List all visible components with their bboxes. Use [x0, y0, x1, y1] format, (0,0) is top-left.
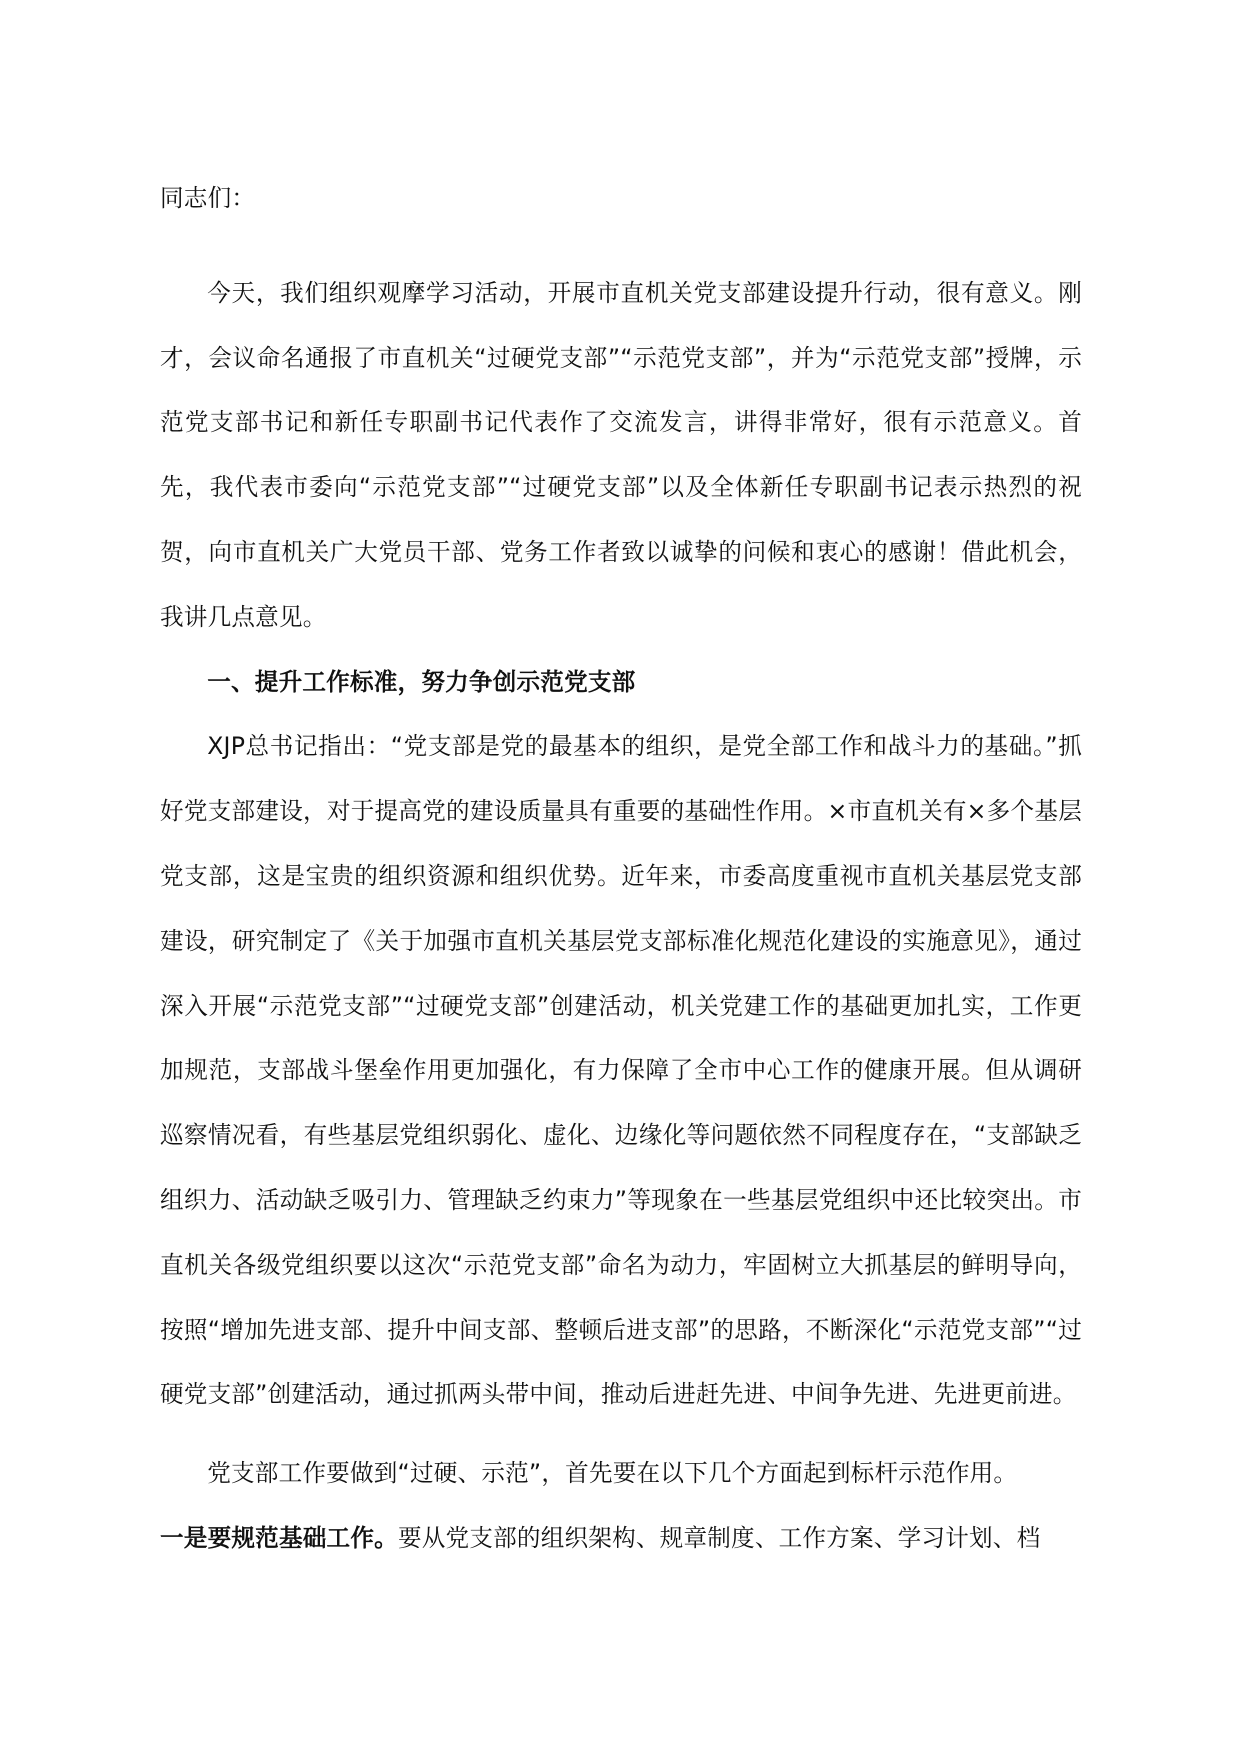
paragraph-quote: XJP总书记指出：“党支部是党的最基本的组织，是党全部工作和战斗力的基础。”抓好党支部建设，对于提高党的建设质量具有重要的基础性作用。×市直机关有×多个基层党支部，这是宝贵的组织资源和组织优势。近年来，市委高度重视市直机关基层党支部建设，研究制定了《关于加强市直机关基层党支部标准化规范化建设的实施意见》，通过深入开展“示范党支部”“过硬党支部”创建活动，机关党建工作的基础更加扎实，工作更加规范，支部战斗堡垒作用更加强化，有力保障了全市中心工作的健康开展。但从调研巡察情况看，有些基层党组织弱化、虚化、边缘化等问题依然不同程度存在，“支部缺乏组织力、活动缺乏吸引力、管理缺乏约束力”等现象在一些基层党组织中还比较突出。市直机关各级党组织要以这次“示范党支部”命名为动力，牢固树立大抓基层的鲜明导向，按照“增加先进支部、提升中间支部、整顿后进支部”的思路，不断深化“示范党支部”“过硬党支部”创建活动，通过抓两头带中间，推动后进赶先进、中间争先进、先进更前进。 [160, 732, 1082, 1409]
point-1-text: 要从党支部的组织架构、规章制度、工作方案、学习计划、档 [397, 1523, 1041, 1552]
paragraph-opening: 今天，我们组织观摩学习活动，开展市直机关党支部建设提升行动，很有意义。刚才，会议命名通报了市直机关“过硬党支部”“示范党支部”，并为“示范党支部”授牌，示范党支部书记和新任专职副书记代表作了交流发言，讲得非常好，很有示范意义。首先，我代表市委向“示范党支部”“过硬党支部”以及全体新任专职副书记表示热烈的祝贺，向市直机关广大党员干部、党务工作者致以诚挚的问候和衷心的感谢！借此机会，我讲几点意见。 [160, 278, 1082, 631]
salutation: 同志们： [160, 184, 256, 212]
paragraph-intro-points: 党支部工作要做到“过硬、示范”，首先要在以下几个方面起到标杆示范作用。 [207, 1459, 1018, 1488]
point-1-lead: 一是要规范基础工作。 [160, 1523, 398, 1552]
document-body [160, 166, 1082, 1571]
section-heading-1: 一、提升工作标准，努力争创示范党支部 [207, 667, 636, 696]
paragraph-point-1 [160, 1506, 1082, 1571]
